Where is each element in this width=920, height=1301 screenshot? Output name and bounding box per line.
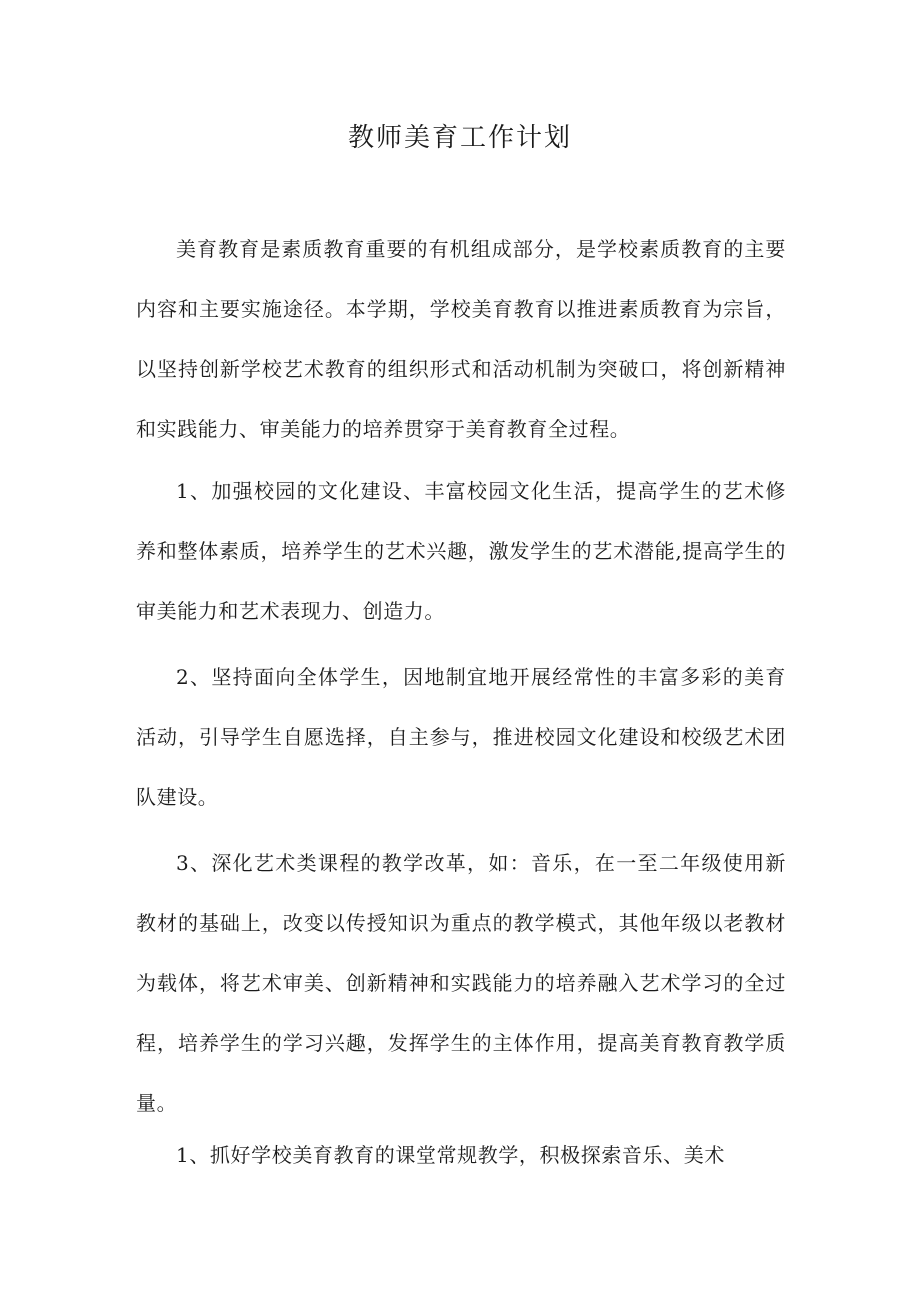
paragraph-item-3: 3、深化艺术类课程的教学改革，如：音乐，在一至二年级使用新教材的基础上，改变以传授知识为重点的教学模式，其他年级以老教材为载体，将艺术审美、创新精神和实践能力的培养融入艺术学习的全过程，培养学生的学习兴趣，发挥学生的主体作用，提高美育教育教学质量。	[136, 851, 786, 1115]
paragraph-item-1: 1、加强校园的文化建设、丰富校园文化生活，提高学生的艺术修养和整体素质，培养学生的艺术兴趣，激发学生的艺术潜能,提高学生的审美能力和艺术表现力、创造力。	[136, 479, 786, 623]
paragraph-intro: 美育教育是素质教育重要的有机组成部分，是学校素质教育的主要内容和主要实施途径。本学期，学校美育教育以推进素质教育为宗旨，以坚持创新学校艺术教育的组织形式和活动机制为突破口，将创新精神和实践能力、审美能力的培养贯穿于美育教育全过程。	[136, 237, 786, 441]
paragraph-item-1-second-section: 1、抓好学校美育教育的课堂常规教学，积极探索音乐、美术	[176, 1143, 725, 1167]
paragraph-item-2: 2、坚持面向全体学生，因地制宜地开展经常性的丰富多彩的美育活动，引导学生自愿选择，自主参与，推进校园文化建设和校级艺术团队建设。	[136, 665, 786, 809]
document-title: 教师美育工作计划	[347, 123, 572, 153]
